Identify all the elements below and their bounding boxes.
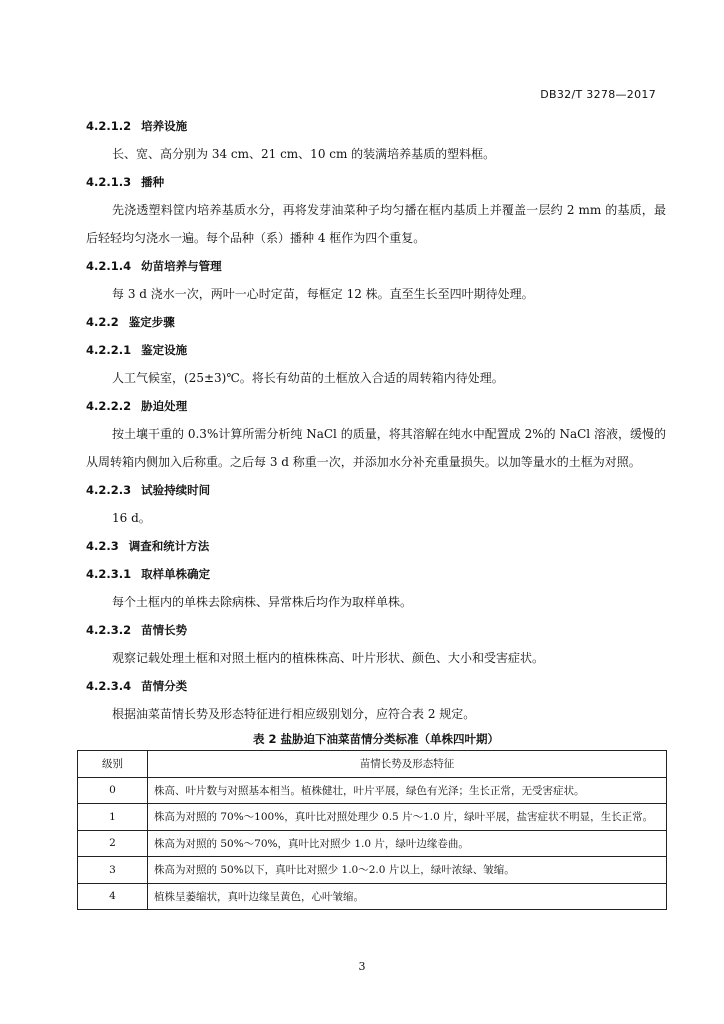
paragraph: 长、宽、高分别为 34 cm、21 cm、10 cm 的装满培养基质的塑料框。	[112, 147, 496, 161]
paragraph: 观察记载处理土框和对照土框内的植株株高、叶片形状、颜色、大小和受害症状。	[112, 651, 545, 665]
section-heading	[86, 392, 666, 420]
paragraph: 先浇透塑料筐内培养基质水分，再将发芽油菜种子均匀播在框内基质上并覆盖一层约 2 mm 的基质，最后轻轻均匀浇水一遍。每个品种（系）播种 4 框作为四个重复。	[86, 203, 666, 245]
paragraph: 按土壤干重的 0.3%计算所需分析纯 NaCl 的质量，将其溶解在纯水中配置成 2%的 NaCl 溶液，缓慢的从周转箱内侧加入后称重。之后每 3 d 称重一次，并添加水分补充重量损失。以加等量水的土框为对照。	[86, 427, 666, 469]
section-title: 苗情长势	[141, 623, 188, 637]
section-title: 苗情分类	[141, 679, 188, 693]
table-cell-description: 株高为对照的 50%以下，真叶比对照少 1.0～2.0 片以上，绿叶浓绿、皱缩。	[148, 857, 667, 884]
section-title: 鉴定步骤	[128, 315, 175, 329]
section-heading	[86, 476, 666, 504]
section-number: 4.2.2.1	[86, 343, 132, 357]
section-heading	[86, 560, 666, 588]
table-cell-description: 株高、叶片数与对照基本相当。植株健壮，叶片平展，绿色有光泽；生长正常，无受害症状。	[148, 777, 667, 804]
section-heading	[86, 532, 666, 560]
section-number: 4.2.3.4	[86, 679, 132, 693]
table-row	[78, 777, 667, 804]
paragraph: 人工气候室，(25±3)℃。将长有幼苗的土框放入合适的周转箱内待处理。	[112, 371, 504, 385]
section-title: 幼苗培养与管理	[141, 259, 222, 273]
document-code: DB32/T 3278—2017	[540, 88, 656, 101]
table-row	[78, 883, 667, 910]
section-heading	[86, 252, 666, 280]
section-heading	[86, 672, 666, 700]
table-cell-level: 3	[78, 857, 148, 884]
table-row	[78, 804, 667, 831]
paragraph: 每个土框内的单株去除病株、异常株后均作为取样单株。	[112, 595, 413, 609]
table-header-row	[78, 751, 667, 778]
table-header-level: 级别	[78, 751, 148, 778]
section-heading	[86, 112, 666, 140]
table-header-description: 苗情长势及形态特征	[148, 751, 667, 778]
section-heading	[86, 308, 666, 336]
table-row	[78, 830, 667, 857]
section-title: 取样单株确定	[141, 567, 211, 581]
section-title: 试验持续时间	[141, 483, 211, 497]
section-number: 4.2.1.3	[86, 175, 132, 189]
section-number: 4.2.1.4	[86, 259, 132, 273]
sections	[86, 112, 666, 728]
grade-table	[77, 750, 667, 910]
section-number: 4.2.2	[86, 315, 119, 329]
section-number: 4.2.3.2	[86, 623, 132, 637]
table-cell-description: 株高为对照的 50%～70%，真叶比对照少 1.0 片，绿叶边缘卷曲。	[148, 830, 667, 857]
section-number: 4.2.2.3	[86, 483, 132, 497]
section-title: 培养设施	[141, 119, 188, 133]
section-title: 调查和统计方法	[128, 539, 210, 553]
section-heading	[86, 168, 666, 196]
paragraph: 根据油菜苗情长势及形态特征进行相应级别划分，应符合表 2 规定。	[112, 707, 476, 721]
section-number: 4.2.3	[86, 539, 119, 553]
section-heading	[86, 616, 666, 644]
table-cell-description: 株高为对照的 70%～100%，真叶比对照处理少 0.5 片～1.0 片，绿叶平展，盐害症状不明显，生长正常。	[148, 804, 667, 831]
section-heading	[86, 336, 666, 364]
paragraph: 每 3 d 浇水一次，两叶一心时定苗，每框定 12 株。直至生长至四叶期待处理。	[112, 287, 534, 301]
paragraph: 16 d。	[112, 511, 151, 525]
section-number: 4.2.1.2	[86, 119, 132, 133]
table-cell-level: 2	[78, 830, 148, 857]
table-cell-level: 1	[78, 804, 148, 831]
document-body	[86, 112, 666, 910]
table-caption: 表 2 盐胁迫下油菜苗情分类标准（单株四叶期）	[252, 732, 499, 746]
table-row	[78, 857, 667, 884]
section-title: 播种	[141, 175, 165, 189]
page-number: 3	[358, 960, 366, 973]
section-number: 4.2.3.1	[86, 567, 132, 581]
section-title: 胁迫处理	[141, 399, 188, 413]
section-number: 4.2.2.2	[86, 399, 132, 413]
table-cell-level: 0	[78, 777, 148, 804]
table-cell-description: 植株呈萎缩状，真叶边缘呈黄色，心叶皱缩。	[148, 883, 667, 910]
section-title: 鉴定设施	[141, 343, 188, 357]
table-cell-level: 4	[78, 883, 148, 910]
